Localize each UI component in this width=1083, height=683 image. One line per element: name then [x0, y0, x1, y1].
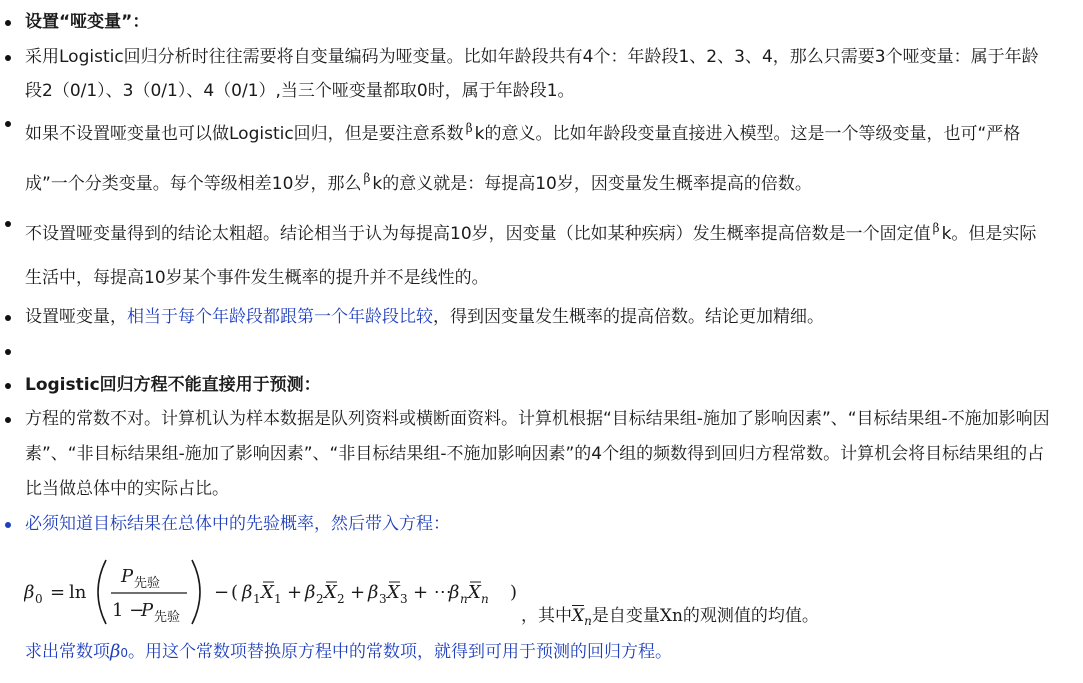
closing-a: 求出常数项	[25, 642, 110, 662]
bullet-icon	[5, 55, 11, 61]
heading-prediction: Logistic回归方程不能直接用于预测：	[25, 375, 321, 395]
formula-tail-b: 是自变量	[591, 606, 660, 626]
term-beta: β	[368, 582, 379, 603]
paragraph-constant-wrong: 方程的常数不对。计算机认为样本数据是队列资料或横断面资料。计算机根据“目标结果组-施加了影响因素”、“目标结果组-不施加影响因素”、“非目标结果组-施加了影响因素”、“非目标结果组-不施加影响因素”的4个组的频数得到回归方程常数。计算机会将目标结果组的占比当做总体中的实际占比。	[25, 409, 1050, 499]
formula-tail-c: 的观测值的均值。	[682, 606, 819, 626]
term-x: X	[261, 582, 274, 603]
term-x: X	[387, 582, 400, 603]
formula-den-one: 1 −	[112, 600, 145, 621]
term-beta-sub: 2	[316, 592, 324, 606]
formula-explanation	[521, 601, 819, 628]
list-item-empty	[0, 334, 1050, 368]
term-x-sub: n	[481, 592, 489, 606]
formula-tail-xn: Xn	[659, 606, 683, 626]
beta-symbol: β	[932, 221, 940, 235]
formula-den: P	[141, 600, 154, 621]
formula-xbar	[572, 606, 592, 628]
paragraph-set-dummy-a: 设置哑变量，	[25, 307, 127, 327]
formula-eq: =	[50, 582, 66, 603]
paragraph-no-dummy-b: k的意义。比如年龄段变量直接进入模型。这是一个等级变量，也可“严格成”一个分类变量。每个等级相差10岁，那么	[25, 124, 1021, 194]
list-item-dummy-heading	[0, 5, 1050, 39]
term-beta-sub: n	[460, 592, 468, 606]
paragraph-prior: 必须知道目标结果在总体中的先验概率，然后带入方程：	[25, 514, 450, 534]
term-beta: β	[242, 582, 253, 603]
xbar-sub: n	[584, 614, 592, 628]
closing-sentence	[25, 637, 672, 668]
list-item-no-dummy	[0, 106, 1050, 206]
formula-num-sub: 先验	[134, 576, 161, 591]
paragraph-coarse-a: 不设置哑变量得到的结论太粗超。结论相当于认为每提高10岁，因变量（比如某种疾病）发生概率提高倍数是一个固定值	[25, 224, 931, 244]
list-item-prediction-heading	[0, 368, 1050, 402]
closing-beta: β	[110, 641, 121, 662]
term-beta-sub: 1	[253, 592, 261, 606]
term-beta: β	[305, 582, 316, 603]
list-item-set-dummy	[0, 300, 1050, 334]
formula-lhs: β	[24, 582, 35, 603]
bullet-icon	[5, 417, 11, 423]
bullet-icon	[5, 349, 11, 355]
right-paren	[192, 560, 200, 624]
bullet-icon	[5, 315, 11, 321]
term-operator: + ⋯	[413, 582, 452, 603]
term-operator: +	[350, 582, 366, 603]
term-x-sub: 2	[337, 592, 345, 606]
beta-symbol: β	[363, 171, 371, 185]
formula-den-sub: 先验	[154, 610, 181, 625]
bullet-icon	[5, 121, 11, 127]
list-item-dummy-coding	[0, 40, 1050, 108]
xbar-letter: X	[572, 606, 585, 626]
term-beta: β	[449, 582, 460, 603]
term-beta-sub: 3	[379, 592, 387, 606]
formula-lhs-sub: 0	[35, 592, 43, 606]
formula-terms	[241, 582, 489, 606]
term-x-sub: 3	[400, 592, 408, 606]
bullet-icon	[5, 221, 11, 227]
heading-dummy-variables: 设置“哑变量”：	[25, 12, 150, 32]
list-item-coarse-conclusion	[0, 206, 1050, 300]
formula-block	[24, 552, 1064, 632]
list-item-constant-wrong	[0, 402, 1050, 507]
formula-close-paren: )	[510, 582, 518, 603]
bullet-icon	[5, 522, 11, 528]
formula-tail-a: ，其中	[521, 606, 572, 626]
term-x: X	[468, 582, 481, 603]
formula-minus: −	[214, 582, 230, 603]
beta-symbol: β	[465, 121, 473, 135]
formula-open-paren: (	[231, 582, 239, 603]
term-x-sub: 1	[274, 592, 282, 606]
closing-beta-sub: 0	[120, 646, 129, 660]
term-operator: +	[287, 582, 303, 603]
term-x: X	[324, 582, 337, 603]
formula-num: P	[121, 566, 134, 587]
bullet-icon	[5, 20, 11, 26]
list-item-prior	[0, 507, 1050, 541]
paragraph-set-dummy-c: ，得到因变量发生概率的提高倍数。结论更加精细。	[433, 307, 824, 327]
paragraph-no-dummy-c: k的意义就是：每提高10岁，因变量发生概率提高的倍数。	[372, 174, 812, 194]
paragraph-set-dummy-highlight: 相当于每个年龄段都跟第一个年龄段比较	[127, 307, 433, 327]
paragraph-dummy-coding: 采用Logistic回归分析时往往需要将自变量编码为哑变量。比如年龄段共有4个：年龄段1、2、3、4，那么只需要3个哑变量：属于年龄段2（0/1）、3（0/1）、4（0/1）,当三个哑变量都取0时，属于年龄段1。	[25, 47, 1039, 101]
left-paren	[98, 560, 106, 624]
formula-ln: ln	[69, 582, 87, 603]
paragraph-no-dummy-a: 如果不设置哑变量也可以做Logistic回归，但是要注意系数	[25, 124, 464, 144]
closing-b: 。用这个常数项替换原方程中的常数项，就得到可用于预测的回归方程。	[128, 642, 673, 662]
bullet-icon	[5, 383, 11, 389]
paragraph-coarse-b: k。但是实际生活中，每提高10岁某个事件发生概率的提升并不是线性的。	[25, 224, 1037, 288]
formula-svg	[24, 552, 524, 632]
